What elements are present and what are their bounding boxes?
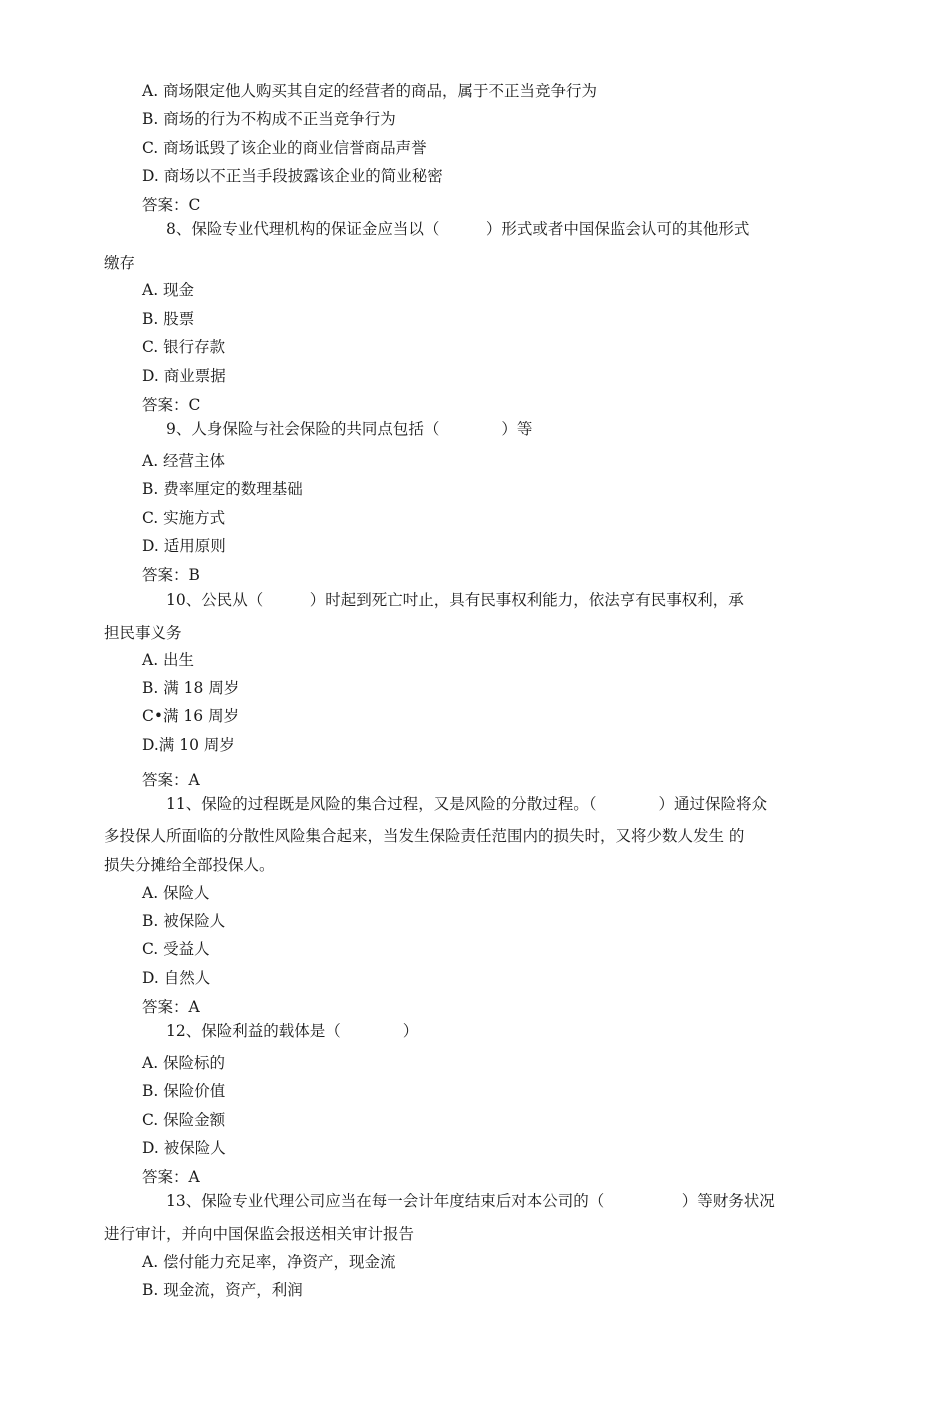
q10-stem-cont: 担民事义务 [104,624,182,642]
q12-answer: 答案：A [142,1168,200,1186]
q8-answer: 答案：C [142,396,201,414]
q12-option-d: D. 被保险人 [142,1139,226,1157]
q10-option-b: B. 满 18 周岁 [142,679,240,697]
q7-option-a: A. 商场限定他人购买其自定的经营者的商品，属于不正当竞争行为 [142,82,598,100]
q13-option-a: A. 偿付能力充足率，净资产，现金流 [142,1253,396,1271]
q13-option-b: B. 现金流，资产，利润 [142,1281,303,1299]
q9-option-a: A. 经营主体 [142,452,226,470]
q7-option-b: B. 商场的行为不构成不正当竞争行为 [142,110,396,128]
q10-option-d: D.满 10 周岁 [142,736,235,754]
q10-option-c: C•满 16 周岁 [142,707,240,725]
q10-answer: 答案：A [142,771,200,789]
q11-option-b: B. 被保险人 [142,912,226,930]
q8-stem-cont: 缴存 [104,254,136,272]
q11-answer: 答案：A [142,998,200,1016]
q7-answer: 答案：C [142,196,201,214]
q9-option-b: B. 费率厘定的数理基础 [142,480,303,498]
q11-option-d: D. 自然人 [142,969,211,987]
q11-stem-cont-2: 损失分摊给全部投保人。 [104,856,275,874]
q11-stem: 11、保险的过程既是风险的集合过程，又是风险的分散过程。（ ）通过保险将众 [166,795,767,813]
q8-option-b: B. 股票 [142,310,195,328]
q7-option-c: C. 商场诋毁了该企业的商业信誉商品声誉 [142,139,427,157]
q11-option-c: C. 受益人 [142,940,210,958]
q12-option-b: B. 保险价值 [142,1082,226,1100]
q13-stem: 13、保险专业代理公司应当在每一会计年度结束后对本公司的（ ）等财务状况 [166,1192,775,1210]
q8-option-d: D. 商业票据 [142,367,226,385]
q8-stem: 8、保险专业代理机构的保证金应当以（ ）形式或者中国保监会认可的其他形式 [166,220,750,238]
q9-stem: 9、人身保险与社会保险的共同点包括（ ）等 [166,420,533,438]
q10-option-a: A. 出生 [142,651,195,669]
q12-stem: 12、保险利益的载体是（ ） [166,1022,419,1040]
q12-option-c: C. 保险金额 [142,1111,226,1129]
q8-option-a: A. 现金 [142,281,195,299]
q9-option-c: C. 实施方式 [142,509,226,527]
q8-option-c: C. 银行存款 [142,338,226,356]
q9-option-d: D. 适用原则 [142,537,226,555]
q7-option-d: D. 商场以不正当手段披露该企业的简业秘密 [142,167,443,185]
q9-answer: 答案：B [142,566,200,584]
q10-stem: 10、公民从（ ）时起到死亡吋止，具有民事权利能力，依法亨有民事权利，承 [166,591,744,609]
q13-stem-cont: 进行审计，并向中国保监会报送相关审计报告 [104,1225,415,1243]
q11-option-a: A. 保险人 [142,884,210,902]
q11-stem-cont-1: 多投保人所面临的分散性风险集合起来，当发生保险责任范围内的损失时，又将少数人发生 的 [104,827,745,845]
q12-option-a: A. 保险标的 [142,1054,226,1072]
